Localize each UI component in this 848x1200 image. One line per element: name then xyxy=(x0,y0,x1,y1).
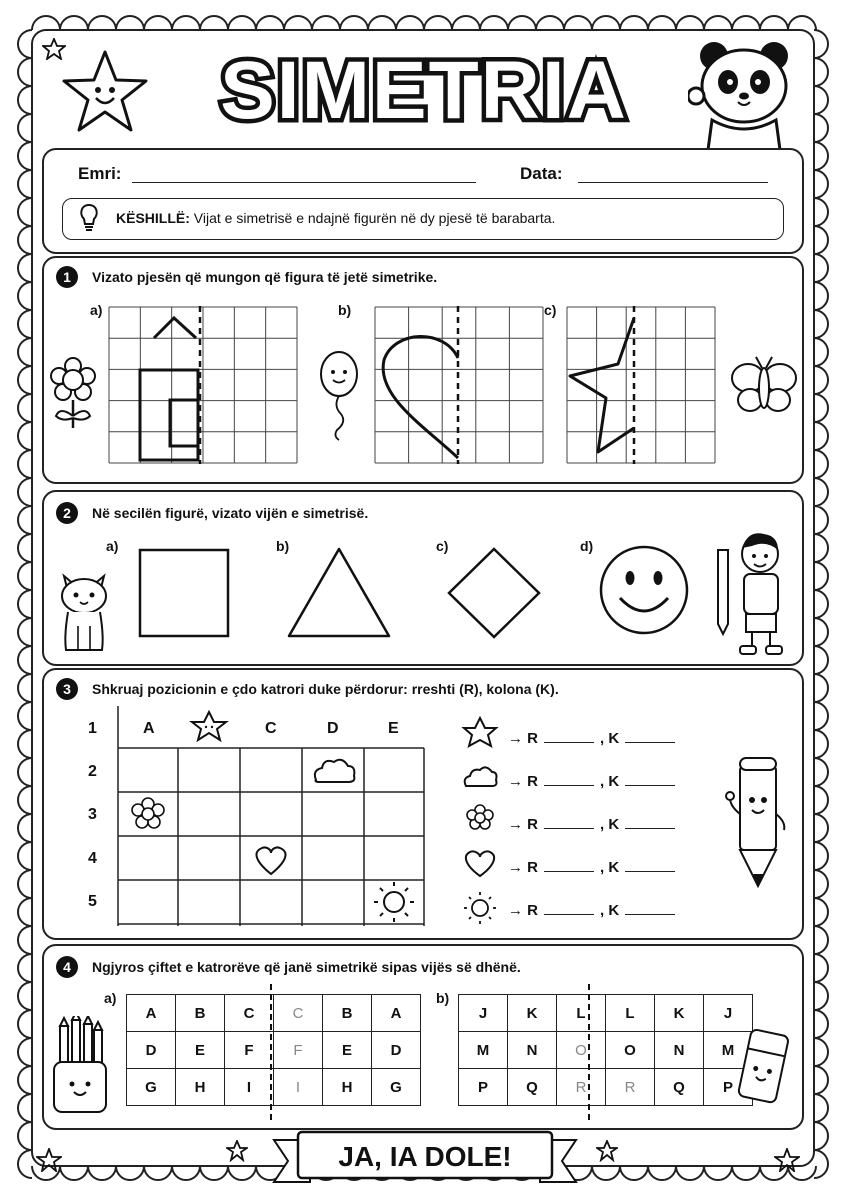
answer-sun-icon xyxy=(464,892,496,924)
grid-c-star[interactable] xyxy=(566,306,716,464)
exercise-2-instruction: Në secilën figurë, vizato vijën e simetrisë. xyxy=(92,505,369,521)
answer-cloud-icon xyxy=(465,767,497,786)
col-header-A: A xyxy=(143,720,155,737)
cell[interactable]: B xyxy=(323,995,372,1032)
answer-star-icon xyxy=(464,718,496,746)
answer-icons xyxy=(460,716,500,926)
footer-star-right-icon xyxy=(596,1140,618,1162)
panda-icon xyxy=(688,38,800,150)
answer-row-cloud[interactable]: → R , K xyxy=(508,773,681,790)
answer-flower-icon xyxy=(467,805,493,829)
ex4-label-a: a) xyxy=(104,990,117,1006)
small-star-icon xyxy=(42,38,66,60)
ex2-label-a: a) xyxy=(106,538,119,554)
cell[interactable]: P xyxy=(704,1069,753,1106)
answer-row-flower[interactable]: → R , K xyxy=(508,816,681,833)
row-number-5: 5 xyxy=(88,893,97,910)
position-grid[interactable] xyxy=(116,706,426,928)
cell[interactable]: C xyxy=(225,995,274,1032)
cell[interactable]: K xyxy=(508,995,557,1032)
cell[interactable]: A xyxy=(127,995,176,1032)
name-input-line[interactable] xyxy=(132,182,476,183)
corner-star-bottom-left-icon xyxy=(36,1148,62,1172)
cell[interactable]: M xyxy=(459,1032,508,1069)
cell[interactable]: L xyxy=(557,995,606,1032)
smiley-face-shape[interactable] xyxy=(598,544,690,636)
banner-text: JA, IA DOLE! xyxy=(338,1141,512,1172)
cell[interactable]: D xyxy=(372,1032,421,1069)
flower-icon xyxy=(48,356,98,432)
answer-heart-icon xyxy=(466,851,494,876)
pencil-cup-icon xyxy=(48,1016,110,1116)
cell[interactable]: D xyxy=(127,1032,176,1069)
cell[interactable]: P xyxy=(459,1069,508,1106)
exercise-1-number: 1 xyxy=(56,266,78,288)
cat-icon xyxy=(54,566,114,656)
cell[interactable]: O xyxy=(606,1032,655,1069)
cell[interactable]: B xyxy=(176,995,225,1032)
letter-grid-b xyxy=(458,994,753,1106)
tip-content: Vijat e simetrisë e ndajnë figurën në dy pjesë të barabarta. xyxy=(193,210,556,226)
cell[interactable]: H xyxy=(176,1069,225,1106)
cell[interactable]: R xyxy=(557,1069,606,1106)
ex1-label-b: b) xyxy=(338,302,352,318)
cell[interactable]: N xyxy=(508,1032,557,1069)
cell[interactable]: F xyxy=(225,1032,274,1069)
cell[interactable]: H xyxy=(323,1069,372,1106)
name-label: Emri: xyxy=(78,164,122,183)
eraser-character-icon xyxy=(730,1026,796,1110)
cell[interactable]: G xyxy=(372,1069,421,1106)
cell[interactable]: I xyxy=(225,1069,274,1106)
page-title: SIMETRIA xyxy=(220,45,628,136)
row-number-3: 3 xyxy=(88,806,97,823)
ex2-label-c: c) xyxy=(436,538,449,554)
footer-star-left-icon xyxy=(226,1140,248,1162)
grid-heart-icon xyxy=(256,847,285,874)
exercise-2-number: 2 xyxy=(56,502,78,524)
cell[interactable]: E xyxy=(176,1032,225,1069)
answer-row-heart[interactable]: → R , K xyxy=(508,859,681,876)
ex4-label-b: b) xyxy=(436,990,450,1006)
cell[interactable]: E xyxy=(323,1032,372,1069)
cell[interactable]: Q xyxy=(508,1069,557,1106)
grid-a-house[interactable] xyxy=(108,306,298,464)
symmetry-line-a xyxy=(270,984,272,1120)
corner-star-bottom-right-icon xyxy=(774,1148,800,1172)
exercise-4-instruction: Ngjyros çiftet e katrorëve që janë simetrikë sipas vijës së dhënë. xyxy=(92,959,521,975)
diamond-shape[interactable] xyxy=(446,546,542,640)
cell[interactable]: C xyxy=(274,995,323,1032)
cell[interactable]: Q xyxy=(655,1069,704,1106)
date-label: Data: xyxy=(520,164,563,183)
cell[interactable]: A xyxy=(372,995,421,1032)
triangle-shape[interactable] xyxy=(286,546,392,640)
col-header-E: E xyxy=(388,720,399,737)
balloon-icon xyxy=(316,350,362,442)
boy-with-pencil-icon xyxy=(714,524,794,660)
square-shape[interactable] xyxy=(138,548,232,640)
cell[interactable]: L xyxy=(606,995,655,1032)
grid-cloud-icon xyxy=(315,760,355,782)
cell[interactable]: F xyxy=(274,1032,323,1069)
cell[interactable]: N xyxy=(655,1032,704,1069)
exercise-3-instruction: Shkruaj pozicionin e çdo katrori duke përdorur: rreshti (R), kolona (K). xyxy=(92,681,559,697)
col-header-D: D xyxy=(327,720,339,737)
grid-sun-icon xyxy=(374,882,414,922)
answer-row-sun[interactable]: → R , K xyxy=(508,902,681,919)
cell[interactable]: I xyxy=(274,1069,323,1106)
pencil-character-icon xyxy=(724,754,796,890)
butterfly-icon xyxy=(728,354,800,418)
cell[interactable]: J xyxy=(704,995,753,1032)
row-number-1: 1 xyxy=(88,720,97,737)
answer-row-star[interactable]: → R , K xyxy=(508,730,681,747)
lightbulb-icon xyxy=(76,202,102,234)
footer-banner xyxy=(270,1126,580,1188)
row-number-4: 4 xyxy=(88,850,97,867)
ex1-label-a: a) xyxy=(90,302,103,318)
ex2-label-b: b) xyxy=(276,538,290,554)
tip-text xyxy=(116,210,555,226)
grid-flower-icon xyxy=(132,798,164,828)
symmetry-line-b xyxy=(588,984,590,1120)
exercise-1-instruction: Vizato pjesën që mungon që figura të jetë simetrike. xyxy=(92,269,438,285)
smiling-star-icon xyxy=(60,48,150,134)
ex2-label-d: d) xyxy=(580,538,594,554)
row-number-2: 2 xyxy=(88,763,97,780)
exercise-4-number: 4 xyxy=(56,956,78,978)
cell[interactable]: M xyxy=(704,1032,753,1069)
letter-grid-a xyxy=(126,994,421,1106)
ex1-label-c: c) xyxy=(544,302,557,318)
cell[interactable]: O xyxy=(557,1032,606,1069)
col-header-C: C xyxy=(265,720,277,737)
date-input-line[interactable] xyxy=(578,182,768,183)
cell[interactable]: R xyxy=(606,1069,655,1106)
cell[interactable]: G xyxy=(127,1069,176,1106)
cell[interactable]: K xyxy=(655,995,704,1032)
cell[interactable]: J xyxy=(459,995,508,1032)
tip-label: KËSHILLË: xyxy=(116,210,190,226)
grid-star-icon xyxy=(192,712,226,740)
exercise-3-number: 3 xyxy=(56,678,78,700)
grid-b-heart[interactable] xyxy=(374,306,544,464)
